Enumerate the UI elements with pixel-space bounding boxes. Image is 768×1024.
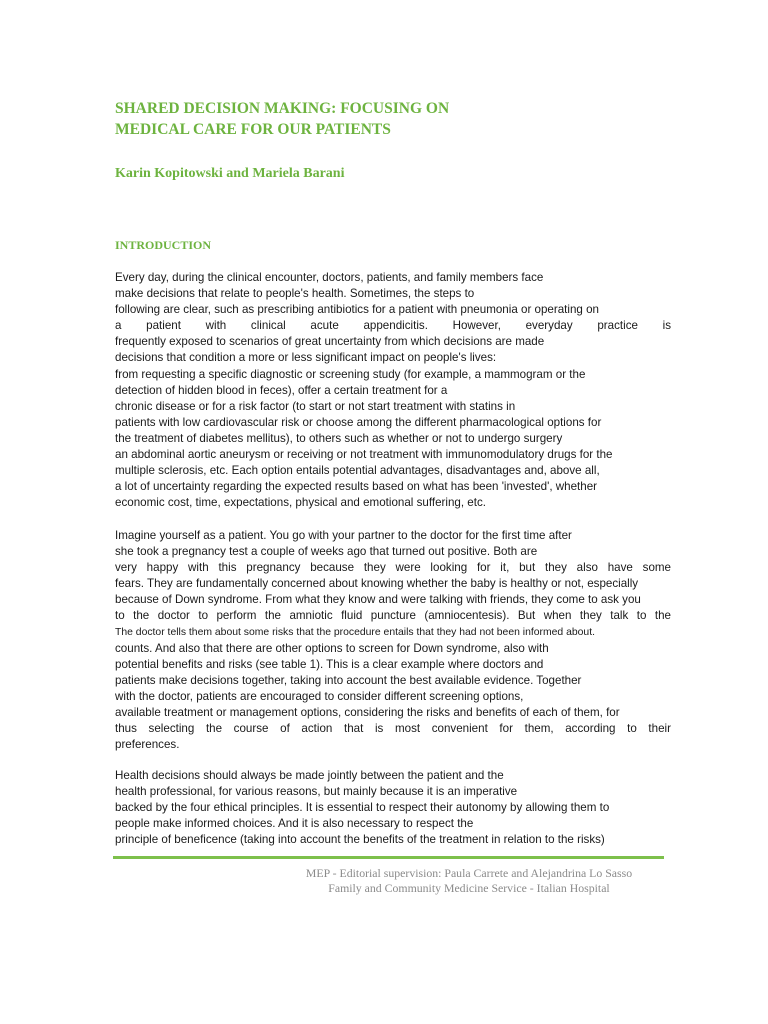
text-line: the treatment of diabetes mellitus), to others such as whether or not to undergo surgery [115,431,563,445]
title-line-1: SHARED DECISION MAKING: FOCUSING ON [115,100,450,117]
text-line: counts. And also that there are other options to screen for Down syndrome, also with [115,641,549,655]
text-line: people make informed choices. And it is also necessary to respect the [115,817,474,831]
section-heading: INTRODUCTION [115,238,212,252]
text-line: preferences. [115,738,180,752]
text-line: following are clear, such as prescribing antibiotics for a patient with pneumonia or operating on [115,303,599,317]
text-line: Health decisions should always be made jointly between the patient and the [115,769,504,782]
text-line: make decisions that relate to people's health. Sometimes, the steps to [115,287,475,301]
text-line: detection of hidden blood in feces), offer a certain treatment for a [115,383,448,397]
text-line: economic cost, time, expectations, physical and emotional suffering, etc. [115,496,486,510]
text-line: a lot of uncertainty regarding the expected results based on what has been 'invested', whether [115,480,598,494]
page-footer [280,866,658,896]
text-line: decisions that condition a more or less significant impact on people's lives: [115,351,497,365]
paragraph-2 [115,528,671,753]
footer-divider [113,856,664,859]
title-line-2: MEDICAL CARE FOR OUR PATIENTS [115,121,391,138]
authors: Karin Kopitowski and Mariela Barani [115,166,345,181]
footer-line-1: MEP - Editorial supervision: Paula Carrete and Alejandrina Lo Sasso [305,866,633,880]
text-line: she took a pregnancy test a couple of weeks ago that turned out positive. Both are [115,545,538,559]
text-line: from requesting a specific diagnostic or screening study (for example, a mammogram or the [115,367,586,381]
text-line: patients make decisions together, taking into account the best available evidence. Together [115,673,582,687]
text-line: principle of beneficence (taking into account the benefits of the treatment in relation to the risks) [115,833,605,847]
text-line: backed by the four ethical principles. It is essential to respect their autonomy by allowing them to [115,801,610,815]
text-line: an abdominal aortic aneurysm or receiving or not treatment with immunomodulatory drugs for the [115,448,613,462]
footer-line-2: Family and Community Medicine Service - Italian Hospital [328,881,610,895]
text-line: multiple sclerosis, etc. Each option entails potential advantages, disadvantages and, above all, [115,464,600,478]
text-line: Imagine yourself as a patient. You go with your partner to the doctor for the first time after [115,529,572,542]
text-line: potential benefits and risks (see table 1). This is a clear example where doctors and [115,657,544,671]
text-line: to the doctor to perform the amniotic fluid puncture (amniocentesis). But when they talk to the [115,609,671,623]
text-line: chronic disease or for a risk factor (to start or not start treatment with statins in [115,399,516,413]
text-line: a patient with clinical acute appendicitis. However, everyday practice is [115,319,671,333]
text-line: The doctor tells them about some risks that the procedure entails that they had not been informed about. [115,626,595,638]
text-line: Every day, during the clinical encounter, doctors, patients, and family members face [115,271,544,284]
text-line: available treatment or management options, considering the risks and benefits of each of them, for [115,706,620,720]
text-line: patients with low cardiovascular risk or choose among the different pharmacological options for [115,415,602,429]
paragraph-3 [115,768,671,848]
text-line: frequently exposed to scenarios of great uncertainty from which decisions are made [115,335,545,349]
text-line: with the doctor, patients are encouraged to consider different screening options, [115,689,524,703]
text-line: very happy with this pregnancy because they were looking for it, but they also have some [115,561,671,575]
text-line: fears. They are fundamentally concerned about knowing whether the baby is healthy or not, especially [115,577,639,591]
paragraph-1 [115,270,671,511]
text-line: thus selecting the course of action that is most convenient for them, according to their [115,722,671,736]
text-line: because of Down syndrome. From what they know and were talking with friends, they come to ask you [115,593,641,607]
document-title [115,98,675,140]
text-line: health professional, for various reasons, but mainly because it is an imperative [115,785,518,799]
